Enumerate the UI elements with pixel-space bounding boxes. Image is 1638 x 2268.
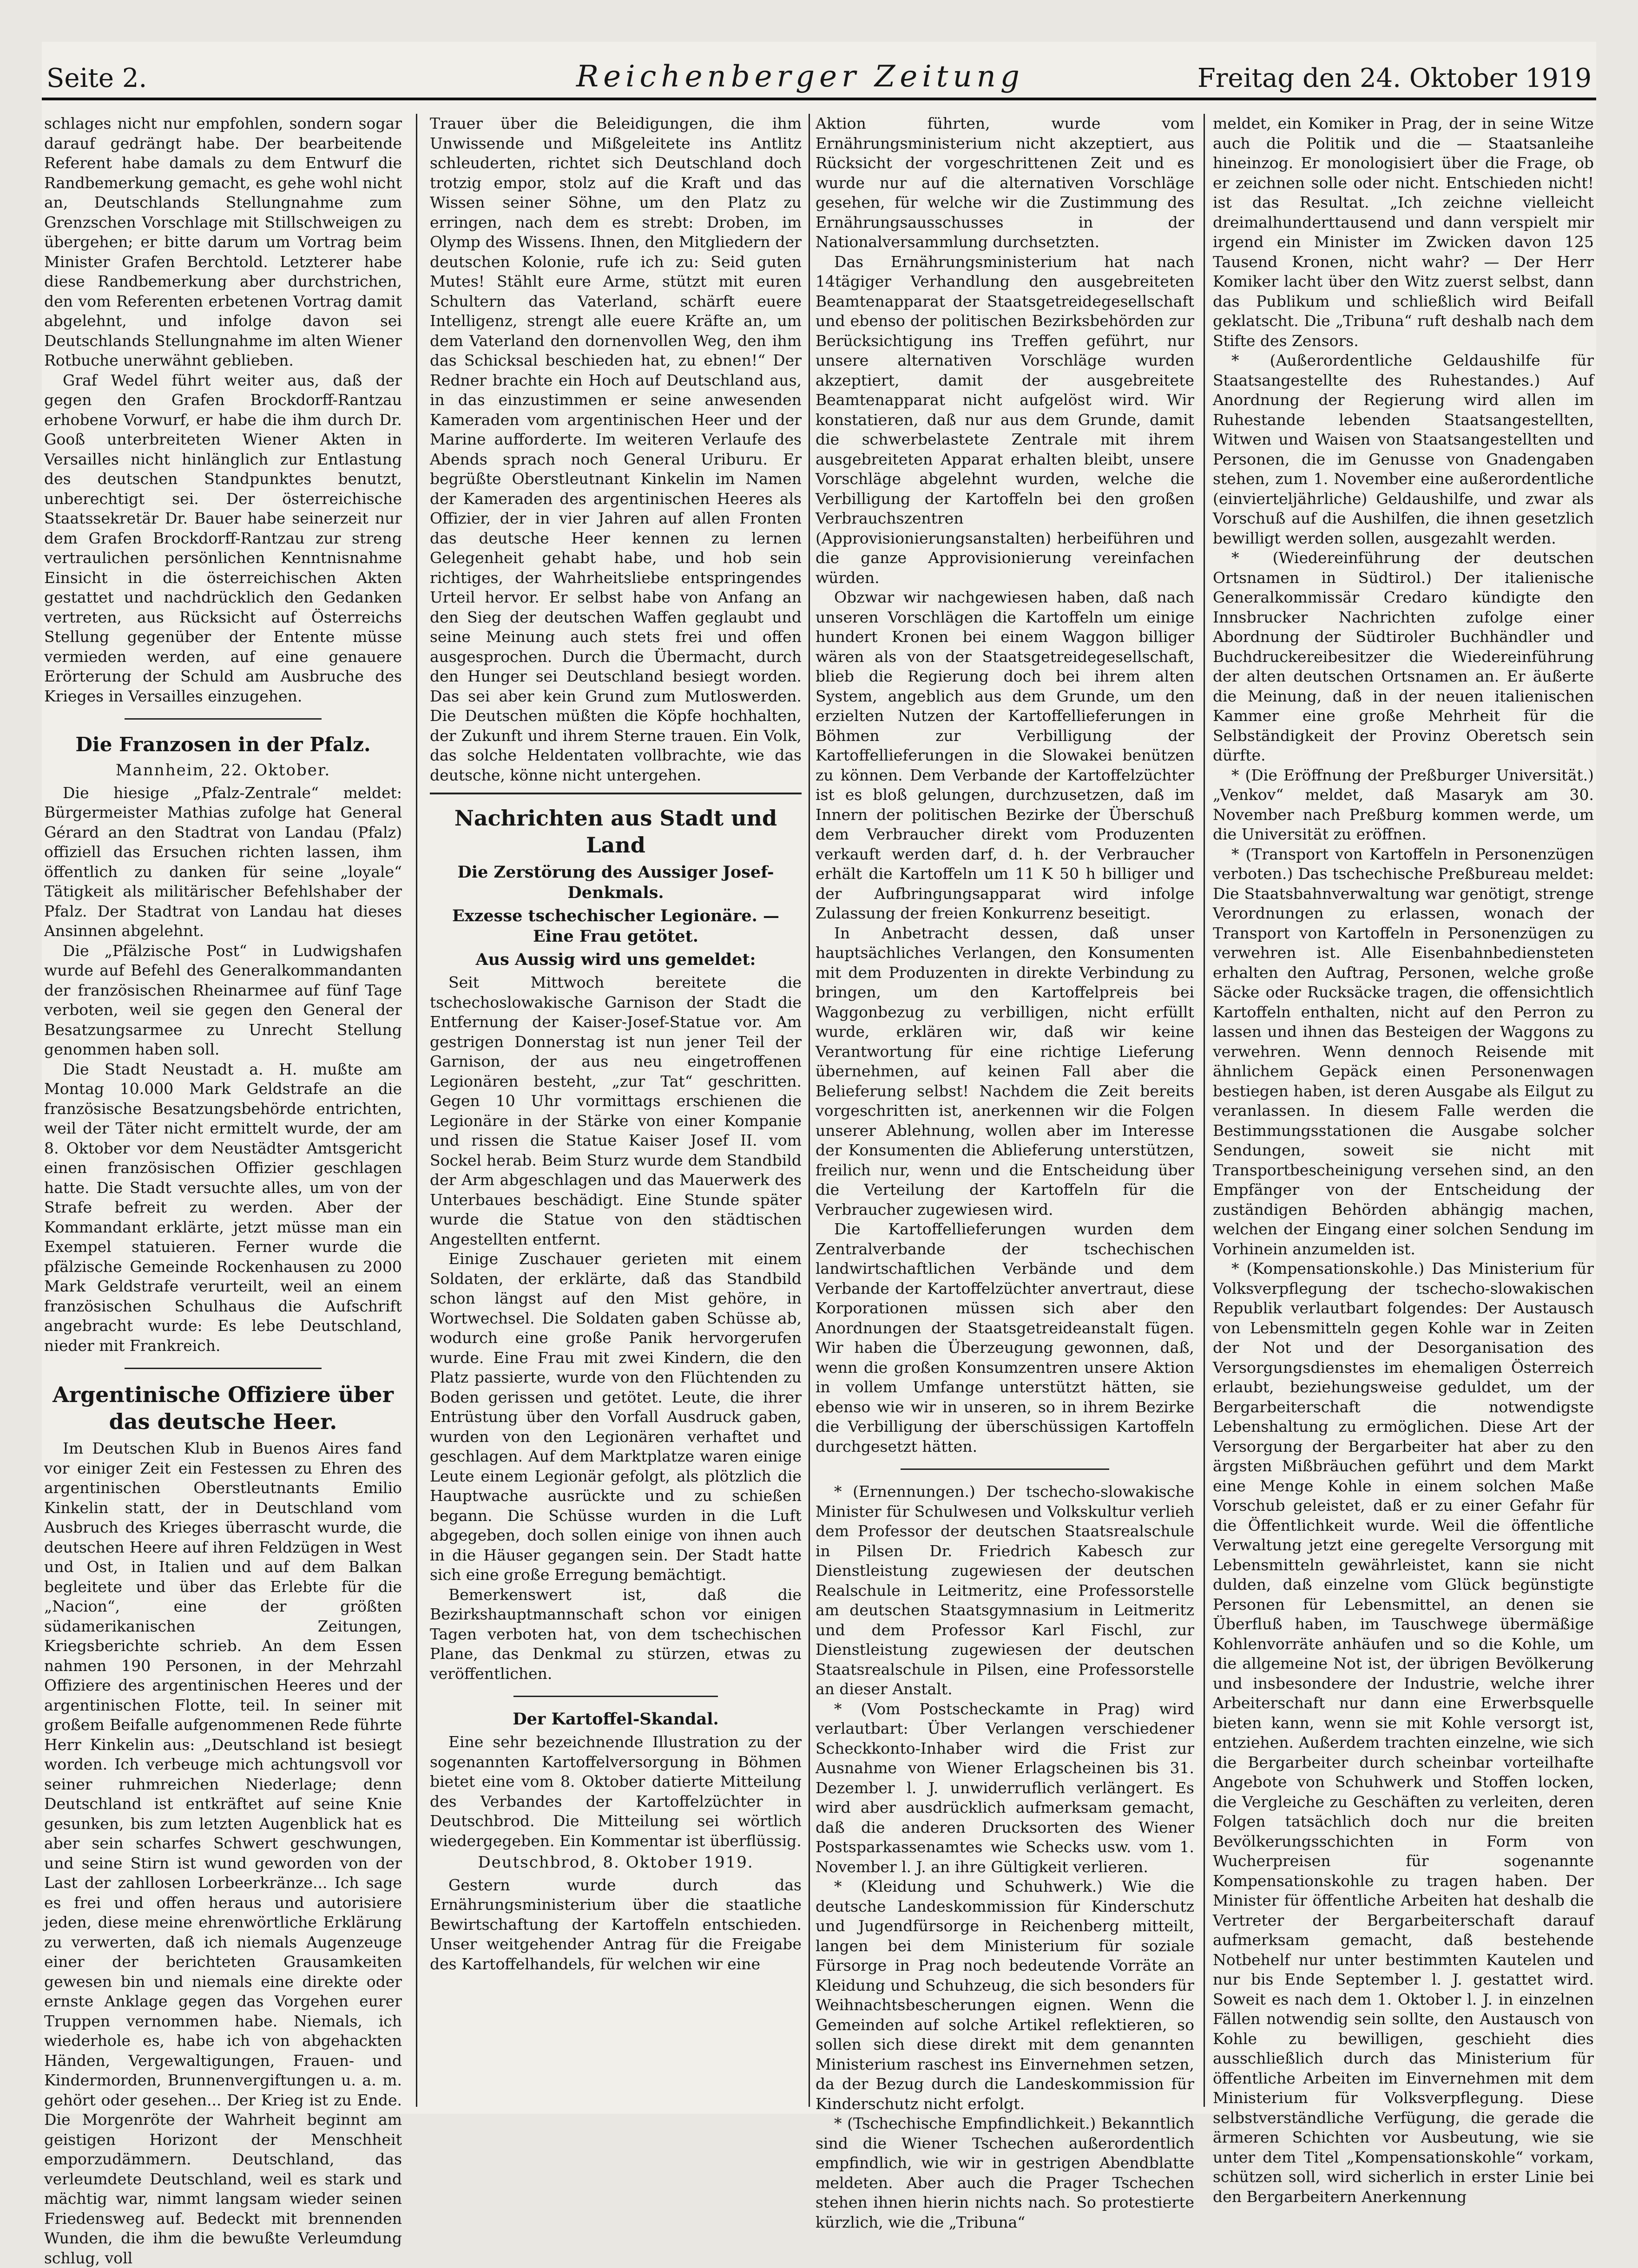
paragraph: Bemerkenswert ist, daß die Bezirkshauptmannschaft schon vor einigen Tagen verboten hat, von dem tschechischen Plane, das Denkmal zu stürzen, etwas zu veröffentlichen. — [430, 1585, 802, 1683]
article-source-line: Aus Aussig wird uns gemeldet: — [475, 950, 756, 969]
paragraph: Aktion führten, wurde vom Ernährungsministerium nicht akzeptiert, aus Rücksicht der vorgeschrittenen Zeit und es wurde nur auf die alternativen Vorschläge gesehen, für welche wir die Zustimmung des Ernährungsausschusses in der Nationalversammlung durchsetzten. — [816, 114, 1194, 251]
news-item: * (Kleidung und Schuhwerk.) Wie die deutsche Landeskommission für Kinderschutz und Jugendfürsorge in Reichenberg mitteilt, langen bei dem Ministerium für soziale Fürsorge in Prag noch bedeutende Vorräte an Kleidung und Schuhzeug, die sich besonders für Weihnachtsbescherungen eignen. Wenn die Gemeinden auf solche Artikel reflektieren, so sollen sich diese direkt mit dem genannten Ministerium raschest ins Einvernehmen setzen, da der Bezug durch die Landeskommission für Kinderschutz nicht erfolgt. — [816, 1877, 1194, 2113]
news-item: * (Vom Postscheckamte in Prag) wird verlautbart: Über Verlangen verschiedener Scheckkonto-Inhaber wird die Frist zur Ausnahme von Wiener Erlagscheinen bis 31. Dezember l. J. unwiderruflich verlängert. Es wird aber ausdrücklich aufmerksam gemacht, daß die anderen Drucksorten des Wiener Postsparkassenamtes wie Schecks usw. vom 1. November l. J. an ihre Gültigkeit verlieren. — [816, 1699, 1194, 1876]
news-item: * (Tschechische Empfindlichkeit.) Bekanntlich sind die Wiener Tschechen außerordentlich empfindlich, wie wir in gestrigen Abendblatte meldeten. Aber auch die Prager Tschechen stehen ihnen hierin nichts nach. So protestierte kürzlich, wie die „Tribuna“ — [816, 2114, 1194, 2231]
separator — [125, 1368, 322, 1369]
newspaper-title: Reichenberger Zeitung — [576, 59, 1024, 94]
paragraph: In Anbetracht dessen, daß unser hauptsächliches Verlangen, den Konsumenten mit dem Produzenten in direkte Verbindung zu bringen, um den Kartoffelpreis bei Waggonbezug zu verbilligen, nicht erfüllt wurde, erklären wir, daß wir keine Verantwortung für eine richtige Lieferung übernehmen, auf keinen Fall aber die Belieferung selbst! Nachdem die Zeit bereits vorgeschritten ist, anerkennen wir die Folgen unserer Ablehnung, wollen aber im Interesse der Konsumenten die Ablieferung unterstützen, freilich nur, wenn und die Entscheidung über die Verteilung der Kartoffeln für die Verbraucher zugewiesen wird. — [816, 924, 1194, 1219]
paragraph: Eine sehr bezeichnende Illustration zu der sogenannten Kartoffelversorgung in Böhmen bietet eine vom 8. Oktober datierte Mitteilung des Verbandes der Kartoffelzüchter in Deutschbrod. Die Mitteilung sei wörtlich wiedergegeben. Ein Kommentar ist überflüssig. — [430, 1733, 802, 1850]
paragraph: Im Deutschen Klub in Buenos Aires fand vor einiger Zeit ein Festessen zu Ehren des argentinischen Oberstleutnants Emilio Kinkelin statt, der in Deutschland vom Ausbruch des Krieges überrascht wurde, die deutschen Heere auf ihren Feldzügen in West und Ost, in Italien und auf dem Balkan begleitete und über das Erlebte für die „Nacion“, eine der größten südamerikanischen Zeitungen, Kriegsberichte schrieb. An dem Essen nahmen 190 Personen, in der Mehrzahl Offiziere des argentinischen Heeres und der argentinischen Flotte, teil. In seiner mit großem Beifalle aufgenommenen Rede führte Herr Kinkelin aus: „Deutschland ist besiegt worden. Ich verbeuge mich achtungsvoll vor seiner ruhmreichen Niederlage; denn Deutschland ist entkräftet auf seine Knie gesunken, bis zum letzten Augenblick hat es aber sein scharfes Schwert geschwungen, und seine Stirn ist wund geworden von der Last der zahllosen Lorbeerkränze... Ich sage es frei und offen heraus und autorisiere jeden, diese meine ehrenwörtliche Erklärung zu verwerten, daß ich niemals Augenzeuge einer der berichteten Grausamkeiten gewesen bin und niemals eine direkte oder ernste Anklage gegen das Vorgehen eurer Truppen vernommen habe. Niemals, ich wiederhole es, habe ich von abgehackten Händen, Vergewaltigungen, Frauen- und Kindermorden, Brunnenvergiftungen u. a. m. gehört oder gesehen... Der Krieg ist zu Ende. Die Morgenröte der Wahrheit beginnt am geistigen Horizont der Menschheit emporzudämmern. Deutschland, das verleumdete Deutschland, weil es stark und mächtig war, nimmt langsam wieder seinen Friedensweg auf. Bedeckt mit brennenden Wunden, die ihm die bewußte Verleumdung schlug, voll — [44, 1439, 402, 2267]
paragraph: Obzwar wir nachgewiesen haben, daß nach unseren Vorschlägen die Kartoffeln um einige hundert Kronen bei einem Waggon billiger wären als von der Staatsgetreidegesellschaft, blieb die Regierung doch bei ihrem alten System, angeblich aus dem Grunde, um den erzielten Nutzen der Kartoffellieferungen in Böhmen zur Verbilligung der Kartoffellieferungen in die Slowakei benützen zu können. Dem Verbande der Kartoffelzüchter ist es bloß gelungen, durchzusetzen, daß im Innern der politischen Bezirke der Überschuß dem Verbraucher direkt vom Produzenten verkauft werden darf, d. h. der Verbraucher erhält die Kartoffeln um 11 K 50 h billiger und der Aufbringungsapparat wird infolge Zulassung der freien Konkurrenz beseitigt. — [816, 588, 1194, 922]
news-item: * (Außerordentliche Geldaushilfe für Staatsangestellte des Ruhestandes.) Auf Anordnung der Regierung wird allen im Ruhestande lebenden Staatsangestellten, Witwen und Waisen von Staatsangestellten und Personen, die im Genusse von Gnadengaben stehen, zum 1. November eine außerordentliche (einvierteljährliche) Geldaushilfe, und zwar als Vorschuß auf die Aushilfen, die ihnen gesetzlich bewilligt werden sollen, ausgezahlt werden. — [1213, 351, 1594, 547]
column-divider — [809, 114, 810, 2107]
separator — [125, 718, 322, 720]
paragraph: Trauer über die Beleidigungen, die ihm Unwissende und Mißgeleitete ins Antlitz schleuderten, richtet sich Deutschland doch trotzig empor, stolz auf die Kraft und das Wissen seiner Söhne, um den Platz zu erringen, nach dem es strebt: Droben, im Olymp des Wissens. Ihnen, den Mitgliedern der deutschen Kolonie, rufe ich zu: Seid guten Mutes! Stählt eure Arme, stützt mit euren Schultern das Vaterland, schärft euere Intelligenz, strengt alle euere Kräfte an, um dem Vaterland den dornenvollen Weg, den ihm das Schicksal beschieden hat, zu ebnen!“ Der Redner brachte ein Hoch auf Deutschland aus, in das einzustimmen er seine anwesenden Kameraden vom argentinischen Heer und der Marine aufforderte. Im weiteren Verlaufe des Abends sprach noch General Uriburu. Er begrüßte Oberstleutnant Kinkelin im Namen der Kameraden des argentinischen Heeres als Offizier, der in vier Jahren auf allen Fronten das deutsche Heer kennen zu lernen Gelegenheit gehabt habe, und hob sein richtiges, der Wahrheitsliebe entspringendes Urteil hervor. Er selbst habe von Anfang an den Sieg der deutschen Waffen geglaubt und seine Meinung auch stets frei und offen ausgesprochen. Durch die Übermacht, durch den Hunger sei Deutschland besiegt worden. Das sei aber kein Grund zum Mutloswerden. Die Deutschen müßten die Köpfe hochhalten, der Zukunft und ihrem Sterne trauen. Ein Volk, das solche Heldentaten vollbrachte, wie das deutsche, könne nicht untergehen. — [430, 114, 802, 784]
paragraph: schlages nicht nur empfohlen, sondern sogar darauf gedrängt habe. Der bearbeitende Referent habe damals zu dem Entwurf die Randbemerkung gemacht, es gehe wohl nicht an, Deutschlands Stellungnahme zum Grenzschen Vorschlage mit Stillschweigen zu übergehen; er bitte darum um Vortrag beim Minister Grafen Berchtold. Letzterer habe diese Randbemerkung aber durchstrichen, den vom Referenten erbetenen Vortrag damit abgelehnt, und infolge davon sei Deutschlands Stellungnahme im alten Wiener Rotbuche unerwähnt geblieben. — [44, 114, 402, 369]
section-rule — [430, 793, 802, 794]
page-header — [42, 51, 1596, 102]
newspaper-page — [42, 42, 1596, 2267]
paragraph: Das Ernährungsministerium hat nach 14tägiger Verhandlung den ausgebreiteten Beamtenapparat der Staatsgetreidegesellschaft und ebenso der politischen Bezirksbehörden zur Berücksichtigung ins Treffen geführt, nur unsere alternativen Vorschläge wurden akzeptiert, damit der ausgebreitete Beamtenapparat nicht aufgelöst wird. Wir konstatieren, daß nur aus dem Grunde, damit die schwerbelastete Zentrale mit ihrem ausgebreiteten Apparat erhalten bleibt, unsere Vorschläge abgelehnt wurden, welche die Verbilligung der Kartoffeln bei den großen Verbrauchszentren (Approvisionierungsanstalten) herbeiführen und die ganze Approvisionierung vereinfachen würden. — [816, 252, 1194, 587]
column-2 — [430, 114, 802, 2107]
dateline: Mannheim, 22. Oktober. — [115, 761, 331, 780]
article-headline: Die Franzosen in der Pfalz. — [75, 733, 371, 756]
article-headline: Argentinische Offiziere über das deutsche Heer. — [53, 1382, 394, 1434]
column-divider — [416, 114, 417, 2107]
paragraph: Einige Zuschauer gerieten mit einem Soldaten, der erklärte, daß das Standbild schon längst auf den Mist gehöre, in Wortwechsel. Die Soldaten gaben Schüsse ab, wodurch eine große Panik hervorgerufen wurde. Eine Frau mit zwei Kindern, die den Platz passierte, wurde von den Flüchtenden zu Boden gerissen und getötet. Leute, die ihrer Entrüstung über den Vorfall Ausdruck gaben, wurden von den Legionären verhaftet und geschlagen. Auf dem Marktplatze waren einige Leute einem Legionär gefolgt, als plötzlich die Hauptwache ausrückte und zu schießen begann. Die Schüsse wurden in die Luft abgegeben, doch sollen einige von ihnen auch in die Häuser gegangen sein. Der Stadt hatte sich eine große Erregung bemächtigt. — [430, 1250, 802, 1584]
article-headline: Der Kartoffel-Skandal. — [513, 1710, 719, 1729]
paragraph: Gestern wurde durch das Ernährungsministerium über die staatliche Bewirtschaftung der Kartoffeln entschieden. Unser weitgehender Antrag für die Freigabe des Kartoffelhandels, für welchen wir eine — [430, 1875, 802, 1973]
page-number: Seite 2. — [46, 63, 147, 93]
news-item: * (Ernennungen.) Der tschecho-slowakische Minister für Schulwesen und Volkskultur verlieh dem Professor der deutschen Staatsrealschule in Pilsen Dr. Friedrich Kabesch zur Dienstleistung zugewiesen der deutschen Realschule in Leitmeritz, eine Professorstelle am deutschen Staatsgymnasium in Leitmeritz und dem Professor Karl Fischl, zur Dienstleistung zugewiesen der deutschen Staatsrealschule in Pilsen, eine Professorstelle an dieser Anstalt. — [816, 1482, 1194, 1698]
column-1 — [44, 114, 402, 2267]
news-item: * (Transport von Kartoffeln in Personenzügen verboten.) Das tschechische Preßbureau meldet: Die Staatsbahnverwaltung war genötigt, strenge Verordnungen zu erlassen, wonach der Transport von Kartoffeln in Personenzügen zu verwehren ist. Alle Eisenbahnbediensteten erhalten den Auftrag, Personen, welche große Säcke oder Rucksäcke tragen, die offensichtlich Kartoffeln enthalten, nicht auf den Perron zu lassen und ihnen das Besteigen der Waggons zu verwehren. Wenn dennoch Reisende mit ähnlichem Gepäck einen Personenwagen bestiegen haben, ist deren Ausgabe als Eilgut zu veranlassen. In diesem Falle werden die Bestimmungsstationen die Ausgabe solcher Sendungen, soweit sie nicht mit Transportbescheinigung versehen sind, an den Empfänger von der Entscheidung der zuständigen Behörden abhängig machen, welchen der Eingang einer solchen Sendung im Vorhinein anzumelden ist. — [1213, 845, 1594, 1258]
dateline: Deutschbrod, 8. Oktober 1919. — [478, 1853, 754, 1872]
paragraph: Die hiesige „Pfalz-Zentrale“ meldet: Bürgermeister Mathias zufolge hat General Gérard an den Stadtrat von Landau (Pfalz) offiziell das Ersuchen richten lassen, ihm öffentlich zu danken für seine „loyale“ Tätigkeit als militärischer Befehlshaber der Pfalz. Der Stadtrat von Landau hat dieses Ansinnen abgelehnt. — [44, 783, 402, 940]
article-headline: Die Zerstörung des Aussiger Josef-Denkmals. — [457, 863, 774, 902]
paragraph: meldet, ein Komiker in Prag, der in seine Witze auch die Politik und die — Staatsanleihe hineinzog. Er monologisiert über die Frage, ob er zeichnen solle oder nicht. Entschieden nicht! ist das Resultat. „Ich zeichne vielleicht dreimalhunderttausend und dann verspielt mir irgend ein Minister im Zwicken davon 125 Tausend Kronen, nicht wahr? — Der Herr Komiker lacht über den Witz zuerst selbst, dann das Publikum und schließlich wird Beifall geklatscht. Die „Tribuna“ ruft deshalb nach dem Stifte des Zensors. — [1213, 114, 1594, 350]
paragraph: Seit Mittwoch bereitete die tschechoslowakische Garnison der Stadt die Entfernung der Kaiser-Josef-Statue vor. Am gestrigen Donnerstag ist nun jener Teil der Garnison, der aus neu eingetroffenen Legionären besteht, „zur Tat“ geschritten. Gegen 10 Uhr vormittags erschienen die Legionäre in der Stärke von einer Kompanie und rissen die Statue Kaiser Josef II. vom Sockel herab. Beim Sturz wurde dem Standbild der Arm abgeschlagen und das Mauerwerk des Unterbaues beschädigt. Eine Stunde später wurde die Statue von den städtischen Angestellten entfernt. — [430, 973, 802, 1248]
news-item: * (Kompensationskohle.) Das Ministerium für Volksverpflegung der tschecho-slowakischen Republik verlautbart folgendes: Der Austausch von Lebensmitteln gegen Kohle war in Zeiten der Not und der Desorganisation des Versorgungsdienstes im ehemaligen Österreich erlaubt, beziehungsweise geduldet, um der Bergarbeiterschaft die notwendigste Lebenshaltung zu ermöglichen. Diese Art der Versorgung der Bergarbeiter hat aber zu den ärgsten Mißbräuchen geführt und dem Markt eine Menge Kohle in einem solchen Maße Vorschub geleistet, daß er zu einer Gefahr für die Öffentlichkeit wurde. Weil die öffentliche Verwaltung jetzt eine geregelte Versorgung mit Lebensmitteln gewährleistet, kann sie nicht dulden, daß einzelne vom Glück begünstigte Personen für Lebensmittel, an denen sie Überfluß haben, im Tauschwege übermäßige Kohlenvorräte anhäufen und so die Kohle, um die allgemeine Not ist, der übrigen Bevölkerung und insbesondere der Industrie, welche ihrer Arbeiterschaft nur dann eine Erwerbsquelle bieten kann, wenn sie mit Kohle versorgt ist, entziehen. Außerdem trachten einzelne, wie sich die Bergarbeiter durch scheinbar vorteilhafte Angebote von Schuhwerk und Stoffen locken, die Vergleiche zu Geschäften zu verleiten, deren Folgen tatsächlich doch nur die breiten Bevölkerungsschichten in Form von Wucherpreisen für sogenannte Kompensationskohle zu tragen haben. Der Minister für öffentliche Arbeiten hat deshalb die Vertreter der Bergarbeiterschaft darauf aufmerksam gemacht, daß bestehende Notbehelf nur unter bestimmten Kautelen und nur bis Ende September l. J. gestattet wird. Soweit es nach dem 1. Oktober l. J. in einzelnen Fällen notwendig sein sollte, den Austausch von Kohle zu bewilligen, geschieht dies ausschließlich durch das Ministerium für öffentliche Arbeiten im Einvernehmen mit dem Ministerium für Volksverpflegung. Diese selbstverständliche Verfügung, die gerade die ärmeren Schichten vor Ausbeutung, wie sie unter dem Titel „Kompensationskohle“ vorkam, schützen soll, wird sicherlich in erster Linie bei den Bergarbeitern Anerkennung — [1213, 1259, 1594, 2206]
paragraph: Die „Pfälzische Post“ in Ludwigshafen wurde auf Befehl des Generalkommandanten der französischen Rheinarmee auf fünf Tage verboten, weil sie gegen den General der Besatzungsarmee zu Unrecht Stellung genommen haben soll. — [44, 941, 402, 1058]
header-rule — [42, 98, 1596, 100]
section-headline: Nachrichten aus Stadt und Land — [454, 806, 777, 858]
separator — [901, 1468, 1109, 1470]
column-3 — [816, 114, 1194, 2231]
news-item: * (Die Eröffnung der Preßburger Universität.) „Venkov“ meldet, daß Masaryk am 30. November nach Preßburg kommen werde, um die Universität zu eröffnen. — [1213, 766, 1594, 843]
news-item: * (Wiedereinführung der deutschen Ortsnamen in Südtirol.) Der italienische Generalkommissär Credaro kündigte den Innsbrucker Nachrichten zufolge einer Abordnung der Südtiroler Buchhändler und Buchdruckereibesitzer die Wiedereinführung der alten deutschen Ortsnamen an. Er äußerte die Meinung, daß in der neuen italienischen Kammer eine große Mehrheit für die Selbständigkeit der Provinz Oberetsch sein dürfte. — [1213, 549, 1594, 764]
column-divider — [1204, 114, 1205, 2107]
article-subheadline: Exzesse tschechischer Legionäre. — Eine Frau getötet. — [452, 906, 780, 946]
separator — [513, 1696, 718, 1697]
paragraph: Die Stadt Neustadt a. H. mußte am Montag 10.000 Mark Geldstrafe an die französische Besatzungsbehörde entrichten, weil der Täter nicht ermittelt wurde, der am 8. Oktober vor dem Neustädter Amtsgericht einen französischen Offizier geschlagen hatte. Die Stadt versuchte alles, um von der Strafe befreit zu werden. Aber der Kommandant erklärte, jetzt müsse man ein Exempel statuieren. Ferner wurde die pfälzische Gemeinde Rockenhausen zu 2000 Mark Geldstrafe verurteilt, weil an einem französischen Schulhaus die Aufschrift angebracht wurde: Es lebe Deutschland, nieder mit Frankreich. — [44, 1060, 402, 1355]
column-4 — [1213, 114, 1594, 2206]
paragraph: Graf Wedel führt weiter aus, daß der gegen den Grafen Brockdorff-Rantzau erhobene Vorwurf, er habe die ihm durch Dr. Gooß unterbreiteten Wiener Akten in Versailles nicht hinlänglich zur Entlastung des deutschen Standpunktes benutzt, unberechtigt sei. Der österreichische Staatssekretär Dr. Bauer habe seinerzeit nur dem Grafen Brockdorff-Rantzau zur streng vertraulichen persönlichen Kenntnisnahme Einsicht in die österreichischen Akten gestattet und nachdrücklich den Gedanken vertreten, aus Rücksicht auf Österreichs Stellung gegenüber der Entente müsse vermieden werden, auf eine genauere Erörterung der Schuld am Ausbruche des Krieges in Versailles einzugehen. — [44, 371, 402, 705]
issue-date: Freitag den 24. Oktober 1919 — [1197, 63, 1592, 93]
paragraph: Die Kartoffellieferungen wurden dem Zentralverbande der tschechischen landwirtschaftlichen Verbände und dem Verbande der Kartoffelzüchter anvertraut, diese Korporationen müssen sich aber den Anordnungen der Staatsgetreideanstalt fügen. Wir haben die Überzeugung gewonnen, daß, wenn die großen Konsumzentren unsere Aktion in vollem Umfange unterstützt hätten, sie ebenso wie wir in unseren, so in ihrem Bezirke die Verbilligung der überschüssigen Kartoffeln durchgesetzt hätten. — [816, 1220, 1194, 1455]
